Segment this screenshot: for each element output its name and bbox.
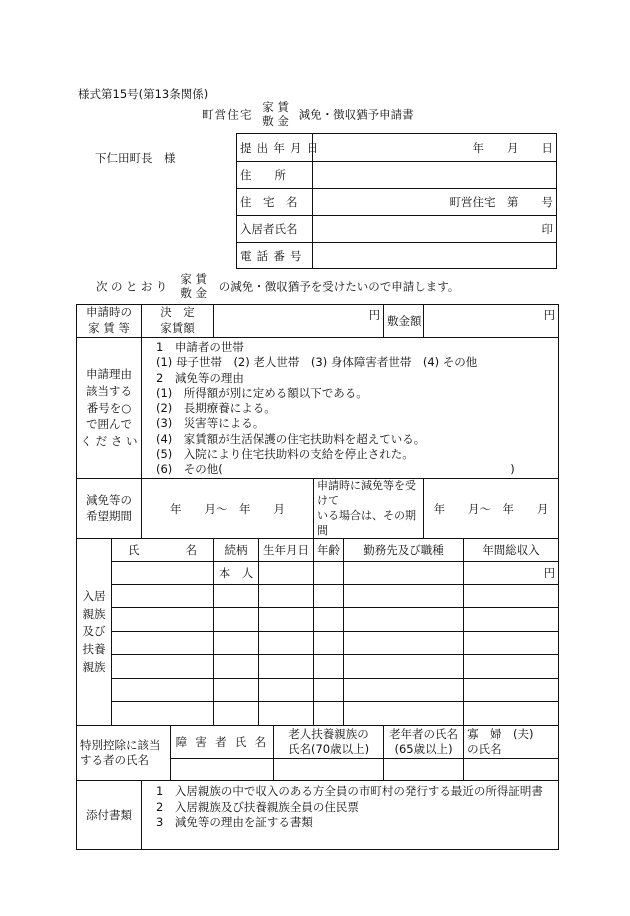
attachment-item: 3 減免等の理由を証する書類 [156, 815, 313, 830]
aged-line2: (65歳以上) [394, 742, 453, 757]
submission-date-field[interactable]: 年 月 日 [313, 134, 557, 162]
period-note [314, 479, 424, 539]
family-row [77, 655, 559, 679]
family-birthdate-cell[interactable] [259, 679, 314, 702]
disabled-name-field[interactable] [171, 759, 274, 781]
period-label-line2: 希望期間 [86, 508, 132, 523]
title-options [262, 100, 289, 129]
family-side-line: 親族 [82, 606, 106, 621]
period-range2-field[interactable]: 年 月～ 年 月 [424, 479, 559, 539]
applicant-label: 住 宅 名 [237, 189, 313, 216]
applicant-row [237, 243, 557, 269]
family-name-cell[interactable] [112, 608, 214, 632]
reason-row [77, 338, 559, 479]
family-relation-cell[interactable] [214, 585, 259, 608]
family-name-cell[interactable] [112, 679, 214, 702]
family-birthdate-cell[interactable] [259, 608, 314, 632]
family-work-cell[interactable] [344, 585, 464, 608]
disabled-name-header: 障 害 者 氏 名 [171, 726, 274, 759]
attachment-item: 1 入居親族の中で収入のある方全員の市町村の発行する最近の所得証明書 [156, 784, 543, 799]
family-relation-cell[interactable] [214, 632, 259, 655]
family-row [77, 679, 559, 702]
title-option-rent: 家 賃 [262, 100, 289, 114]
family-header-relation: 続柄 [214, 539, 259, 562]
family-birthdate-cell[interactable] [259, 585, 314, 608]
applicant-row [237, 162, 557, 189]
widow-line1: 寡 婦 (夫) [467, 726, 534, 741]
family-row [77, 702, 559, 726]
family-income-cell[interactable] [464, 608, 559, 632]
family-work-cell[interactable] [344, 562, 464, 585]
attachment-item: 2 入居親族及び扶養親族全員の住民票 [156, 799, 359, 814]
reason-label-line: 番号を○ [86, 400, 132, 415]
family-header-birthdate: 生年月日 [259, 539, 314, 562]
family-side-line: 及び [82, 624, 106, 639]
family-name-cell[interactable] [112, 702, 214, 726]
widow-field[interactable] [464, 759, 559, 781]
attachments-row [77, 781, 559, 850]
family-header-age: 年齢 [314, 539, 344, 562]
widow-line2: の氏名 [467, 742, 502, 757]
housing-name-field[interactable]: 町営住宅 第 号 [313, 189, 557, 216]
form-number: 様式第15号(第13条関係) [78, 87, 209, 101]
elderly-dependent-header [274, 726, 384, 759]
family-work-cell[interactable] [344, 608, 464, 632]
family-side-line: 扶養 [82, 642, 106, 657]
decided-line2: 家賃額 [160, 321, 195, 335]
reason-label-line: 申請理由 [86, 367, 132, 382]
family-age-cell[interactable] [314, 608, 344, 632]
family-relation-cell[interactable] [214, 608, 259, 632]
statement-suffix: の減免・徴収猶予を受けたいので申請します。 [218, 279, 460, 294]
applicant-row [237, 134, 557, 162]
period-note-line1: 申請時に減免等を受けて [317, 479, 416, 507]
family-header-work: 勤務先及び職種 [344, 539, 464, 562]
reason-options [142, 338, 559, 479]
reason-label-line: 該当する [86, 383, 132, 398]
applicant-label: 電話番号 [237, 243, 313, 269]
family-relation-cell[interactable] [214, 655, 259, 679]
family-name-cell[interactable] [112, 585, 214, 608]
deduction-header-row [77, 726, 559, 759]
widow-header [464, 726, 559, 759]
elderly-dependent-field[interactable] [274, 759, 384, 781]
family-age-cell[interactable] [314, 702, 344, 726]
family-relation-cell[interactable] [214, 679, 259, 702]
applicant-label: 提出年月日 [237, 134, 313, 162]
applicant-table [236, 133, 557, 269]
aged-field[interactable] [384, 759, 464, 781]
family-side-label [77, 539, 112, 726]
reason-line[interactable]: (5) 入院により住宅扶助料の支給を停止された。 [156, 447, 414, 462]
family-row [77, 585, 559, 608]
deposit-label: 敷金額 [384, 305, 424, 338]
family-work-cell[interactable] [344, 702, 464, 726]
elderly-line1: 老人扶養親族の [288, 726, 369, 741]
statement [96, 272, 459, 301]
form-title [202, 100, 414, 129]
decided-rent-field[interactable]: 円 [214, 305, 384, 338]
family-header-name: 氏 名 [112, 539, 214, 562]
statement-options [180, 272, 207, 301]
rent-label-line1: 申請時の [86, 305, 132, 320]
statement-option-rent: 家 賃 [180, 272, 208, 286]
address-field[interactable] [313, 162, 557, 189]
addressee: 下仁田町長 様 [95, 151, 176, 165]
statement-prefix: 次のとおり [96, 279, 171, 294]
aged-header [384, 726, 464, 759]
family-side-line: 入居 [82, 588, 106, 603]
family-work-cell[interactable] [344, 655, 464, 679]
deposit-field[interactable]: 円 [424, 305, 559, 338]
family-relation-cell[interactable] [214, 702, 259, 726]
reason-line[interactable]: (6) その他( ) [156, 462, 515, 477]
family-work-cell[interactable] [344, 679, 464, 702]
reason-line[interactable]: 1 申請者の世帯 [156, 340, 244, 354]
family-header-row [77, 539, 559, 562]
attachments-list [142, 781, 559, 850]
family-income-cell[interactable]: 円 [464, 562, 559, 585]
family-birthdate-cell[interactable] [259, 562, 314, 585]
elderly-line2: 氏名(70歳以上) [287, 742, 370, 757]
main-form-table [76, 304, 559, 850]
family-income-cell[interactable] [464, 632, 559, 655]
family-income-cell[interactable] [464, 702, 559, 726]
deduction-label [77, 726, 171, 781]
family-header-income: 年間総収入 [464, 539, 559, 562]
applicant-row [237, 216, 557, 243]
phone-field[interactable] [313, 243, 557, 269]
reason-line[interactable]: (4) 家賃額が生活保護の住宅扶助料を超えている。 [156, 431, 426, 446]
reason-label-line: で囲んで [86, 417, 132, 432]
deduction-label-line1: 特別控除に該当 [80, 737, 161, 752]
family-name-cell[interactable] [112, 655, 214, 679]
family-row [77, 562, 559, 585]
family-row [77, 608, 559, 632]
applicant-row [237, 189, 557, 216]
attachments-label: 添付書類 [77, 781, 142, 850]
reason-line[interactable]: 2 減免等の理由 [156, 370, 244, 385]
family-income-cell[interactable] [464, 655, 559, 679]
rent-label-line2: 家 賃 等 [88, 321, 130, 335]
reason-line[interactable]: (3) 災害等による。 [156, 416, 265, 431]
family-birthdate-cell[interactable] [259, 632, 314, 655]
statement-option-deposit: 敷 金 [180, 286, 208, 301]
applicant-label: 入居者氏名 [237, 216, 313, 243]
period-range-field[interactable]: 年 月～ 年 月 [142, 479, 314, 539]
reason-label-line: く だ さ い [80, 434, 138, 448]
rent-row [77, 305, 559, 338]
family-side-line: 親族 [82, 660, 106, 675]
family-name-cell[interactable] [112, 562, 214, 585]
family-age-cell[interactable] [314, 585, 344, 608]
family-birthdate-cell[interactable] [259, 655, 314, 679]
rent-label [77, 305, 142, 338]
family-age-cell[interactable] [314, 679, 344, 702]
family-age-cell[interactable] [314, 655, 344, 679]
decided-rent-label [142, 305, 214, 338]
period-note-line2: いる場合は、その期間 [317, 508, 416, 537]
family-name-cell[interactable] [112, 632, 214, 655]
period-row [77, 479, 559, 539]
family-work-cell[interactable] [344, 632, 464, 655]
title-option-deposit: 敷 金 [262, 114, 289, 129]
period-label-line1: 減免等の [86, 493, 132, 508]
deduction-label-line2: する者の氏名 [80, 753, 149, 768]
period-label [77, 479, 142, 539]
family-income-cell[interactable] [464, 679, 559, 702]
aged-line1: 老年者の氏名 [389, 726, 459, 741]
reason-line[interactable]: (2) 長期療養による。 [156, 401, 276, 416]
decided-line1: 決 定 [160, 305, 195, 320]
family-age-cell[interactable] [314, 632, 344, 655]
reason-label [77, 338, 142, 479]
reason-line[interactable]: (1) 所得額が別に定める額以下である。 [156, 385, 368, 400]
family-birthdate-cell[interactable] [259, 702, 314, 726]
family-relation-cell: 本 人 [214, 562, 259, 585]
family-row [77, 632, 559, 655]
title-suffix: 減免・徴収猶予申請書 [298, 107, 414, 122]
applicant-label: 住 所 [237, 162, 313, 189]
family-income-cell[interactable] [464, 585, 559, 608]
reason-line[interactable]: (1) 母子世帯 (2) 老人世帯 (3) 身体障害者世帯 (4) その他 [156, 355, 478, 370]
resident-name-field[interactable]: 印 [313, 216, 557, 243]
title-prefix: 町営住宅 [202, 107, 253, 122]
family-age-cell[interactable] [314, 562, 344, 585]
